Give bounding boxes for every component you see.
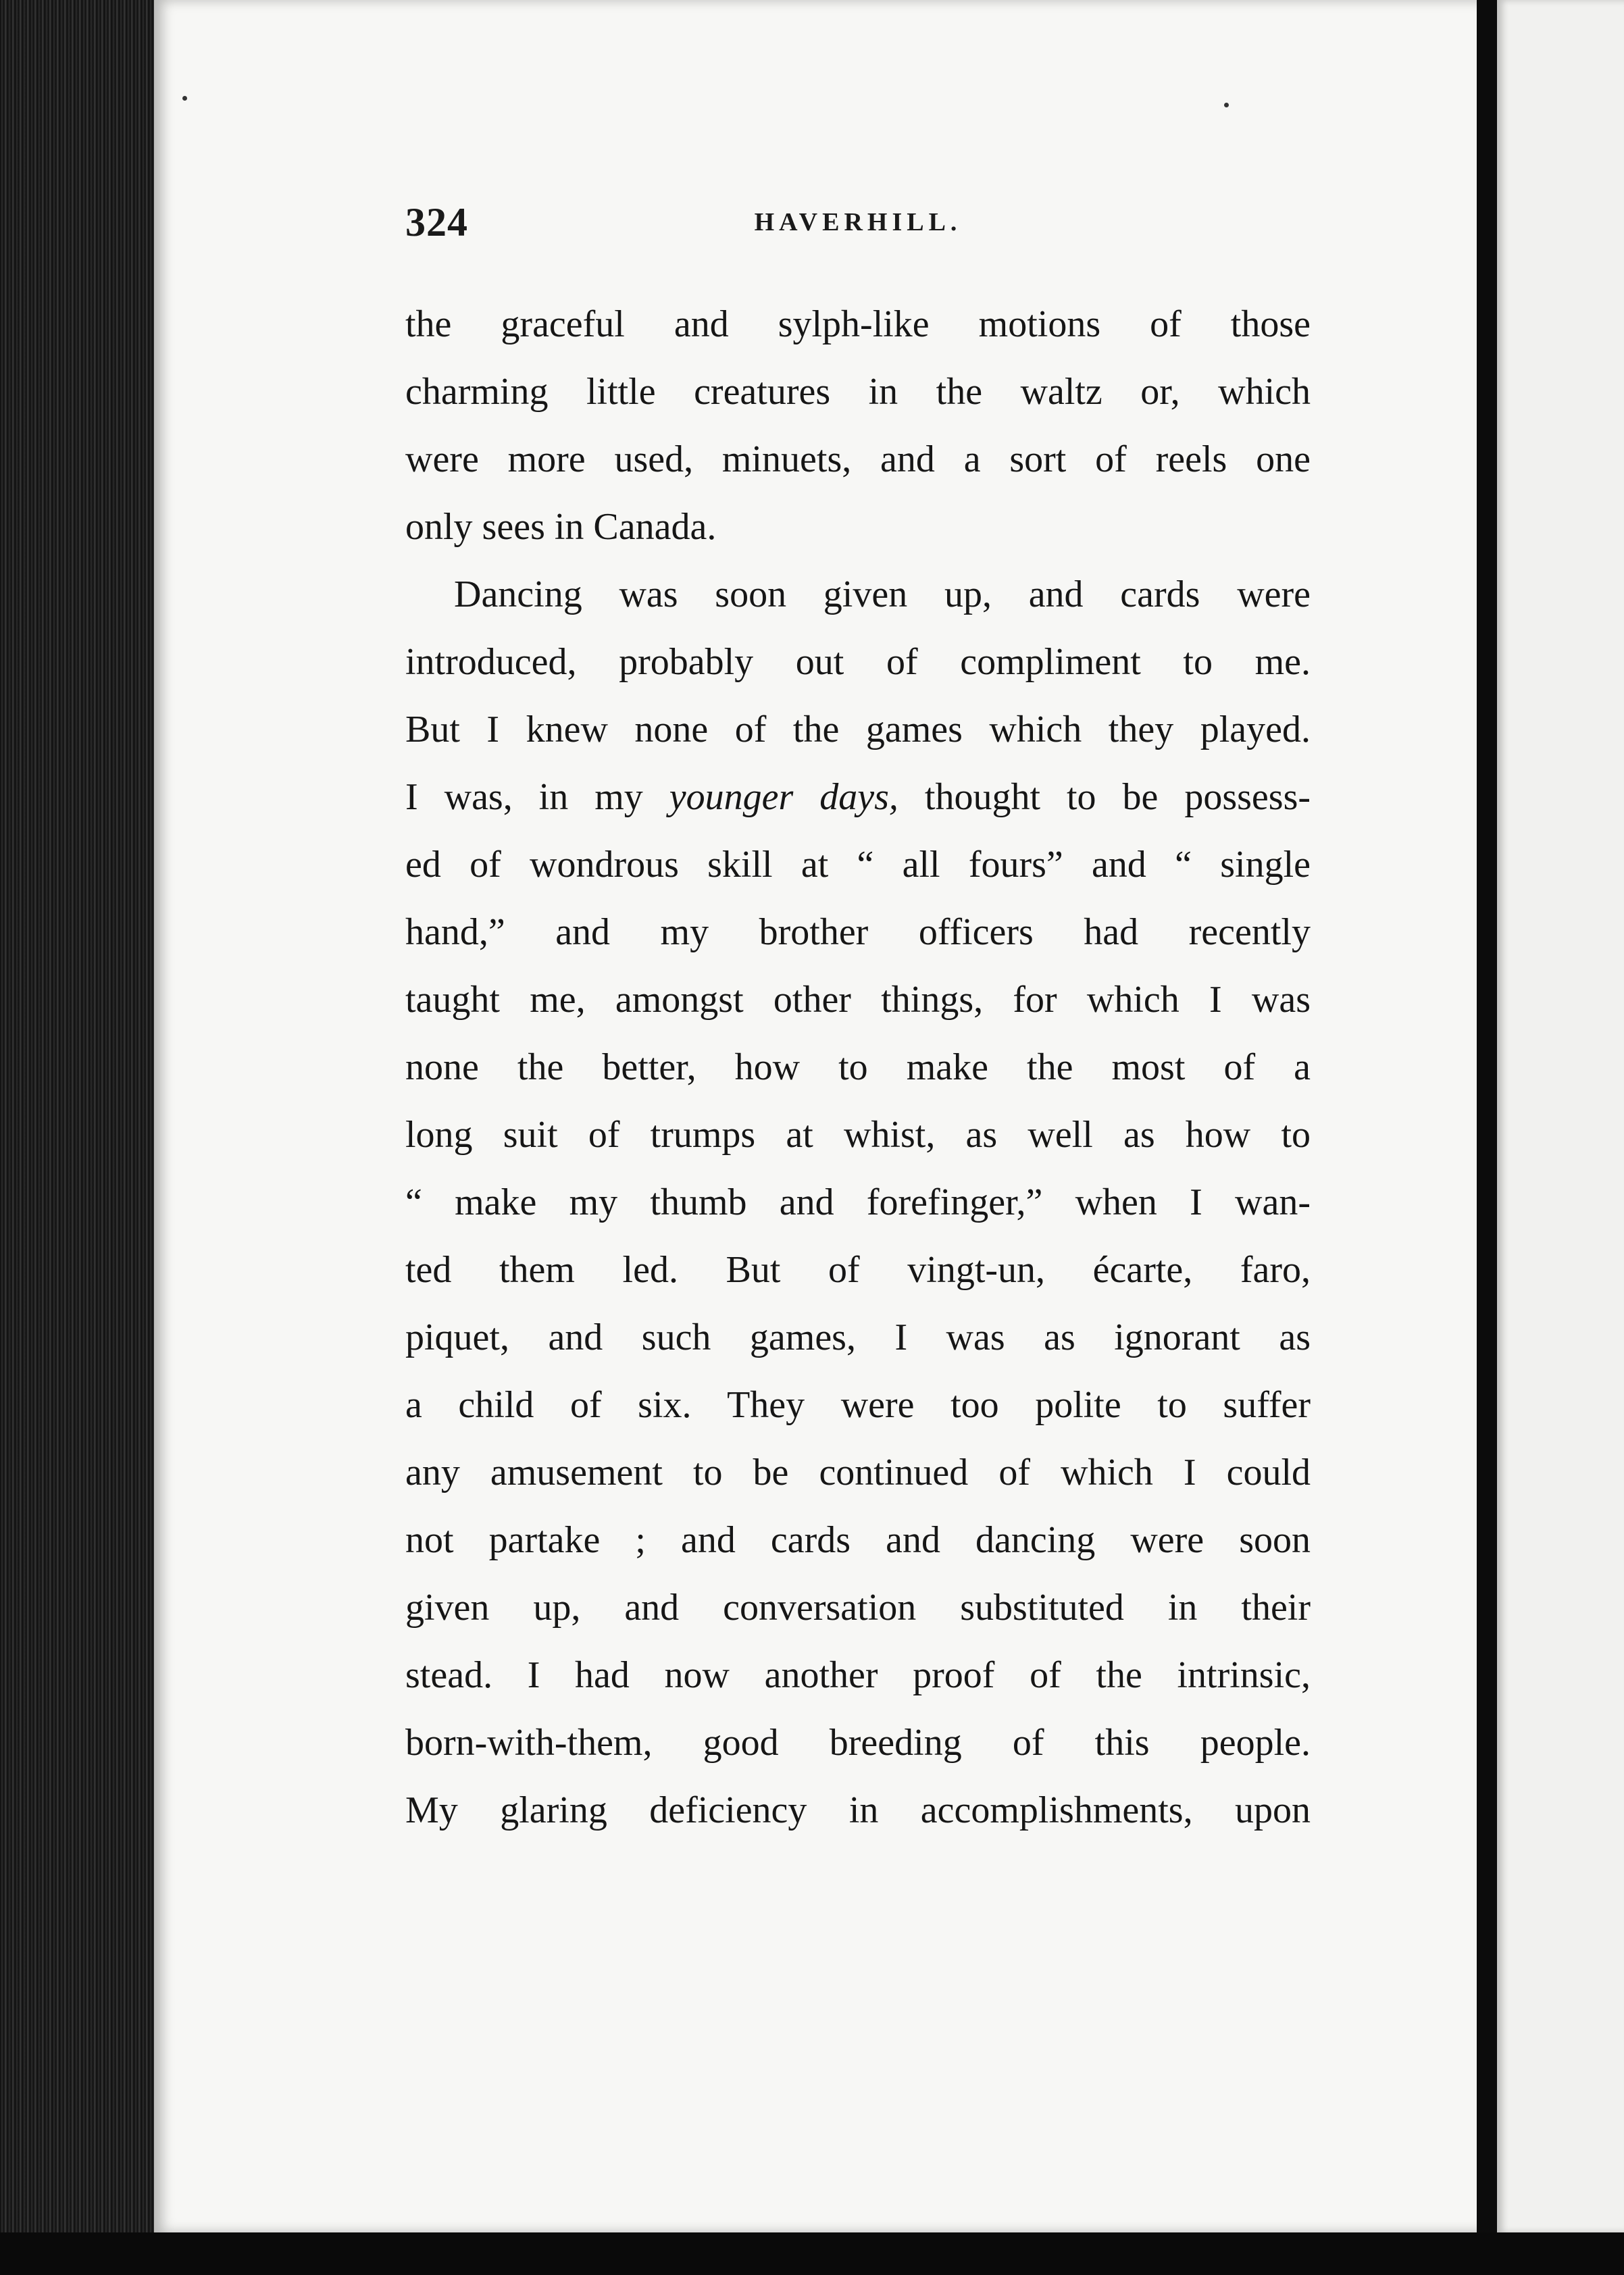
text-line	[405, 763, 1311, 831]
text-line: not partake ; and cards and dancing were soon	[405, 1519, 1311, 1561]
text-run: I was, in my	[405, 776, 669, 818]
italic-phrase: younger days,	[669, 776, 898, 818]
text-line: My glaring deficiency in accomplishments, upon	[405, 1789, 1311, 1831]
scan-bottom-border	[0, 2232, 1624, 2275]
text-line: given up, and conversation substituted in their	[405, 1587, 1311, 1629]
text-line: any amusement to be continued of which I could	[405, 1452, 1311, 1493]
text-line: piquet, and such games, I was as ignorant as	[405, 1317, 1311, 1358]
adjacent-page-edge	[1497, 0, 1624, 2232]
text-line: only sees in Canada.	[405, 506, 717, 548]
text-line: the graceful and sylph-like motions of those	[405, 303, 1311, 345]
text-line: a child of six. They were too polite to suffer	[405, 1384, 1311, 1426]
text-line: hand,” and my brother officers had recently	[405, 911, 1311, 953]
text-line: charming little creatures in the waltz or, which	[405, 371, 1311, 413]
page-header	[405, 199, 1311, 253]
text-line: none the better, how to make the most of a	[405, 1046, 1311, 1088]
body-text	[405, 290, 1311, 1844]
text-line: long suit of trumps at whist, as well as how to	[405, 1114, 1311, 1156]
text-line: born-with-them, good breeding of this people.	[405, 1722, 1311, 1764]
running-head: HAVERHILL.	[754, 208, 962, 236]
page-edges	[0, 0, 155, 2236]
page-number: 324	[405, 200, 468, 245]
text-line: But I knew none of the games which they played.	[405, 709, 1311, 750]
text-run: thought to be possess-	[898, 776, 1311, 818]
text-line: Dancing was soon given up, and cards were	[454, 573, 1311, 615]
dust-speck	[182, 96, 187, 101]
text-line: taught me, amongst other things, for which I was	[405, 979, 1311, 1021]
text-line: stead. I had now another proof of the intrinsic,	[405, 1654, 1311, 1696]
gutter	[1477, 0, 1497, 2232]
text-line: introduced, probably out of compliment to me.	[405, 641, 1311, 683]
dust-speck	[1224, 103, 1229, 107]
text-line: were more used, minuets, and a sort of reels one	[405, 438, 1311, 480]
text-line: ted them led. But of vingt-un, écarte, faro,	[405, 1249, 1311, 1291]
text-line: ed of wondrous skill at “ all fours” and “ single	[405, 844, 1311, 886]
text-line: “ make my thumb and forefinger,” when I wan-	[405, 1181, 1311, 1223]
